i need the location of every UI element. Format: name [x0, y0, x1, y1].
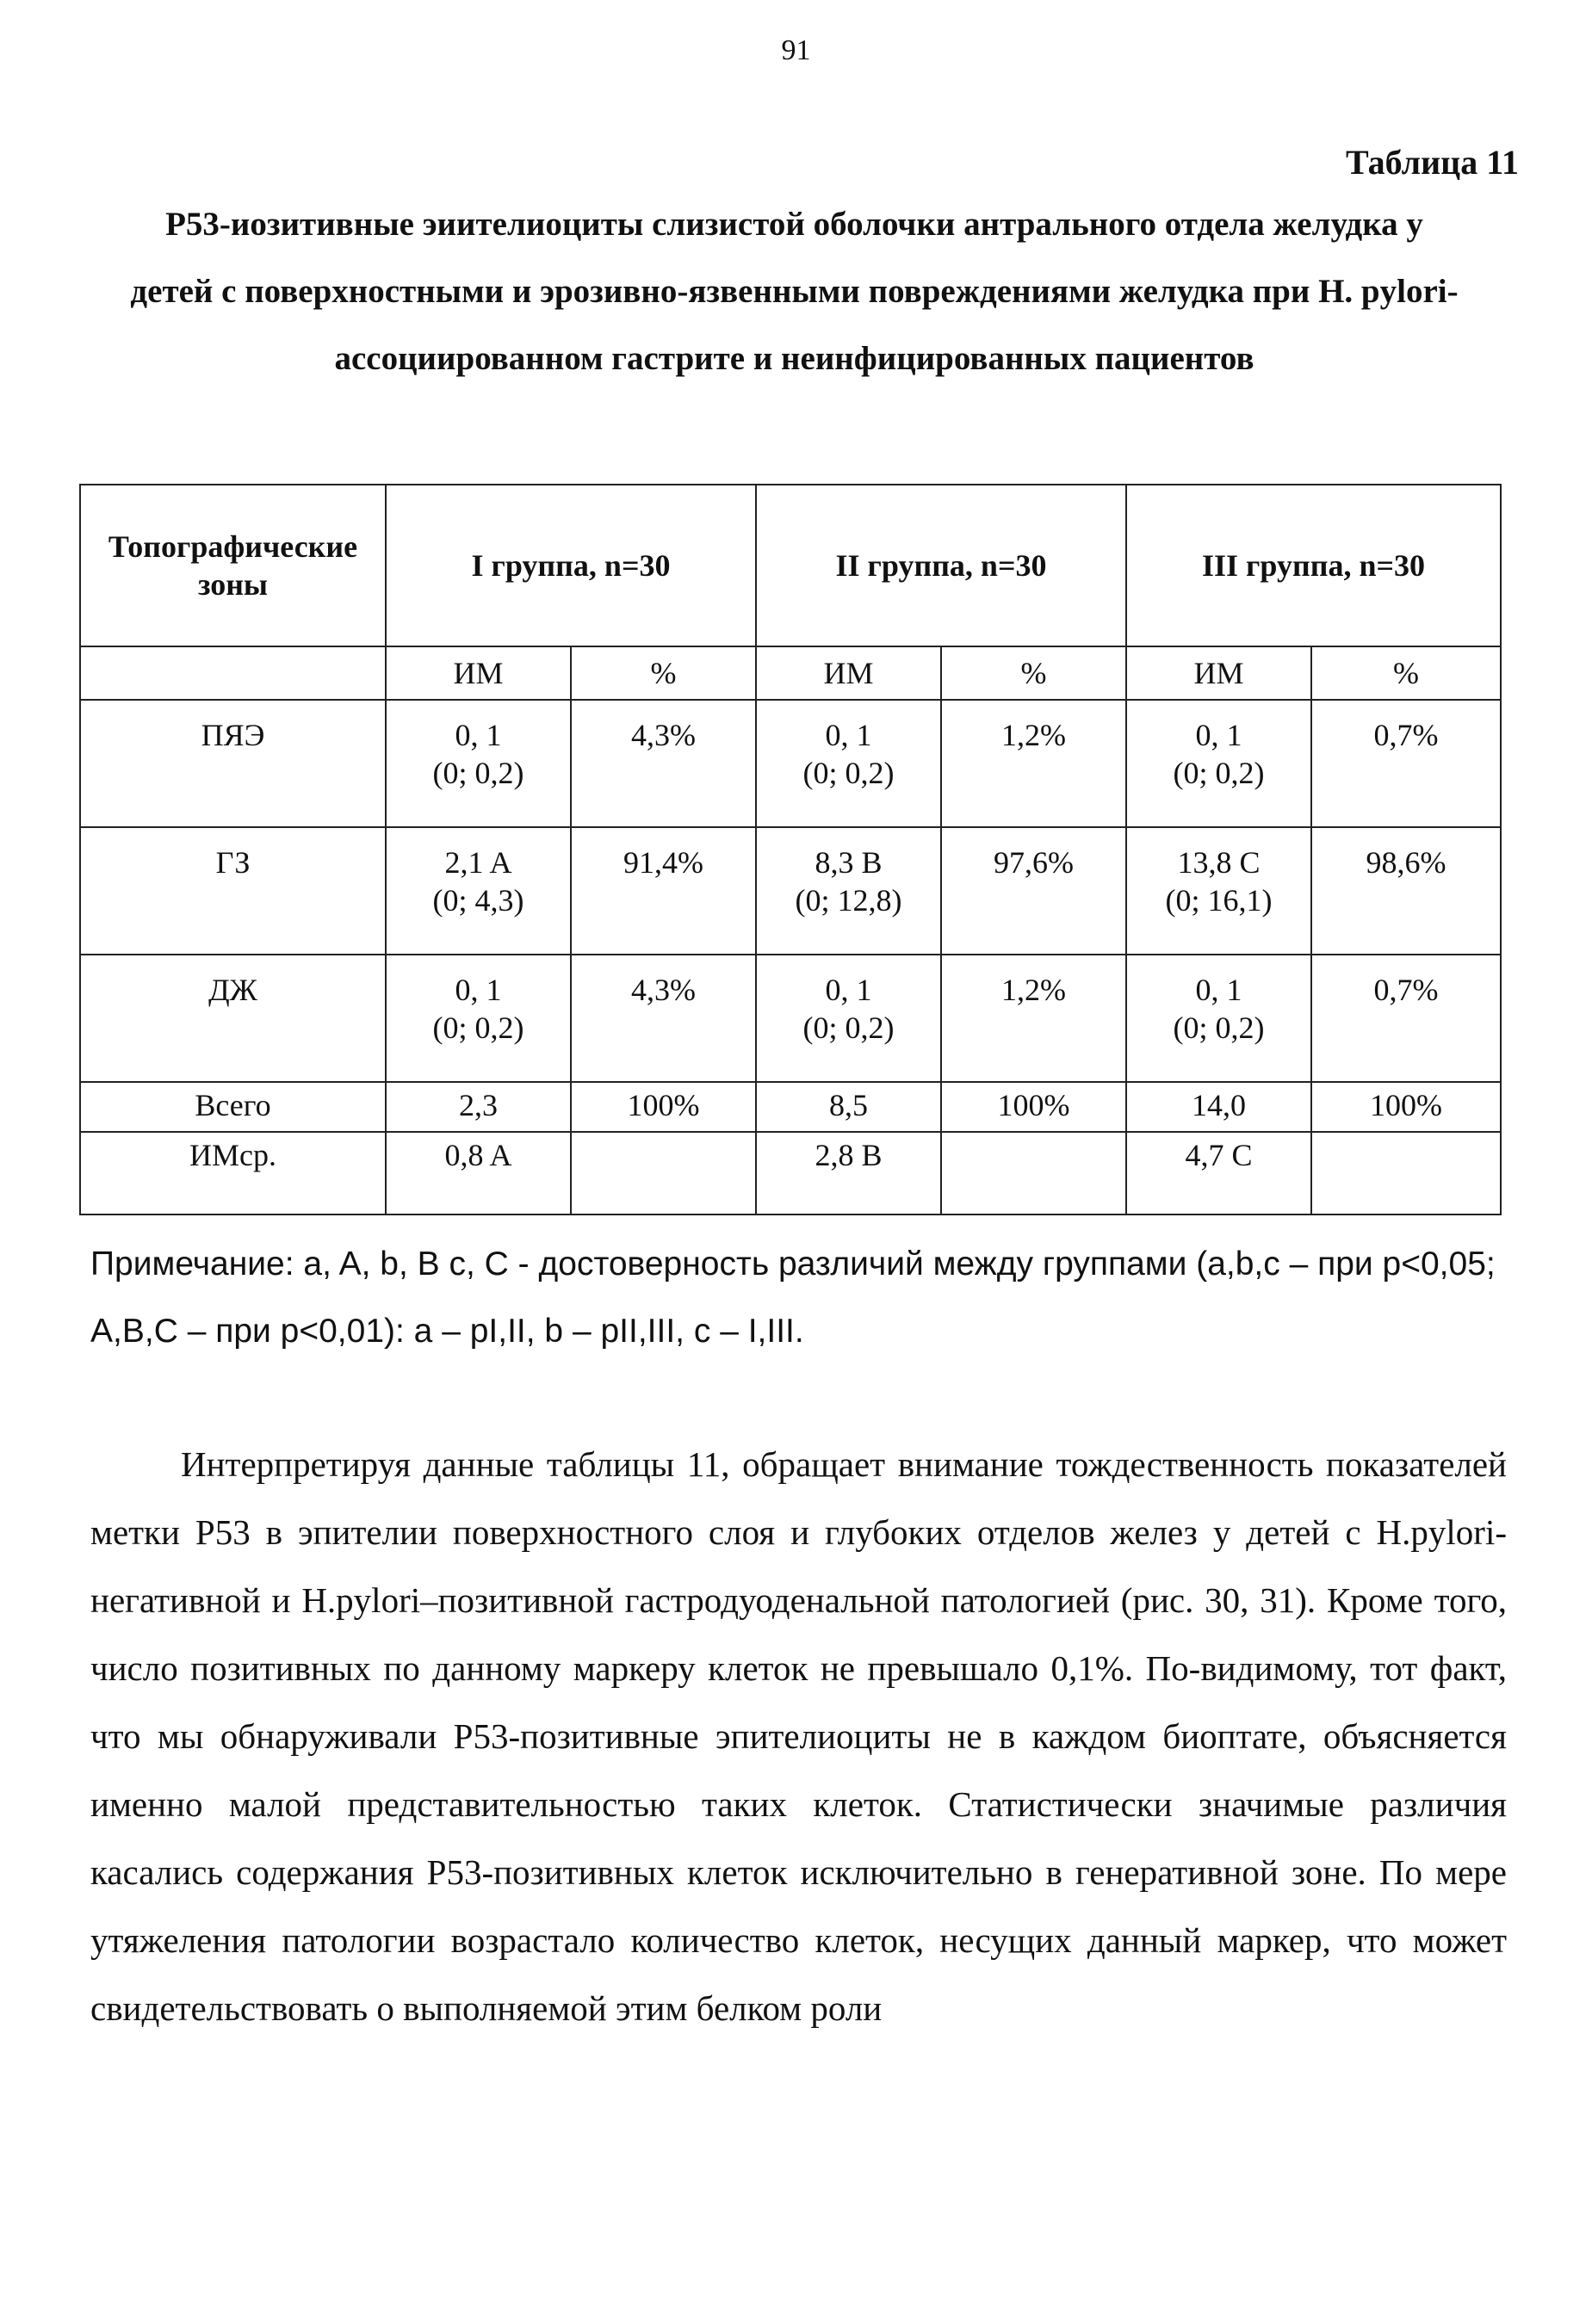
g1-pct-cell: 91,4%	[571, 827, 756, 955]
total-g1-pct: 100%	[571, 1082, 756, 1132]
g2-pct-cell: 1,2%	[941, 955, 1126, 1082]
g3-pct-cell: 98,6%	[1311, 827, 1501, 955]
average-g2-im: 2,8 B	[756, 1132, 941, 1215]
results-table	[79, 484, 1502, 1215]
page-number: 91	[781, 34, 811, 66]
subheader-g1-im: ИМ	[386, 646, 571, 700]
g3-pct-cell: 0,7%	[1311, 700, 1501, 827]
header-group-3: III группа, n=30	[1126, 485, 1501, 646]
average-g3-pct	[1311, 1132, 1501, 1215]
body-paragraph: Интерпретируя данные таблицы 11, обращает внимание тождественность показателей метки P53 в эпителии поверхностного слоя и глубоких отделов желез у детей с H.pylori-негативной и H.pylori–позитивной гастродуоденальной патологией (рис. 30, 31). Кроме того, число позитивных по данному маркеру клеток не превышало 0,1%. По-видимому, тот факт, что мы обнаруживали P53-позитивные эпителиоциты не в каждом биоптате, объясняется именно малой представительностью таких клеток. Статистически значимые различия касались содержания P53-позитивных клеток исключительно в генеративной зоне. По мере утяжеления патологии возрастало количество клеток, несущих данный маркер, что может свидетельствовать о выполняемой этим белком роли	[90, 1444, 1507, 2028]
header-zones: Топографические зоны	[80, 485, 386, 646]
g3-im-cell: 13,8 C (0; 16,1)	[1126, 827, 1311, 955]
table-row	[80, 955, 1501, 1082]
average-g1-pct	[571, 1132, 756, 1215]
header-group-2: II группа, n=30	[756, 485, 1126, 646]
g1-im-cell: 0, 1 (0; 0,2)	[386, 955, 571, 1082]
g2-im-cell: 0, 1 (0; 0,2)	[756, 700, 941, 827]
table-label: Таблица 11	[1345, 143, 1519, 182]
total-g2-im: 8,5	[756, 1082, 941, 1132]
average-g1-im: 0,8 A	[386, 1132, 571, 1215]
g1-pct-cell: 4,3%	[571, 955, 756, 1082]
g2-pct-cell: 1,2%	[941, 700, 1126, 827]
average-g3-im: 4,7 C	[1126, 1132, 1311, 1215]
g1-pct-cell: 4,3%	[571, 700, 756, 827]
g2-pct-cell: 97,6%	[941, 827, 1126, 955]
average-g2-pct	[941, 1132, 1126, 1215]
header-group-1: I группа, n=30	[386, 485, 756, 646]
table-subheader-row	[80, 646, 1501, 700]
total-g2-pct: 100%	[941, 1082, 1126, 1132]
table-header-row	[80, 485, 1501, 646]
g2-im-cell: 0, 1 (0; 0,2)	[756, 955, 941, 1082]
subheader-g3-im: ИМ	[1126, 646, 1311, 700]
table-row	[80, 827, 1501, 955]
table-note: Примечание: a, A, b, B c, C - достоверность различий между группами (a,b,c – при p<0,05; A,B,C – при p<0,01): a – pI,II, b – pII,III, c – I,III.	[90, 1245, 1496, 1350]
g3-im-cell: 0, 1 (0; 0,2)	[1126, 955, 1311, 1082]
subheader-g2-im: ИМ	[756, 646, 941, 700]
subheader-g2-pct: %	[941, 646, 1126, 700]
subheader-empty	[80, 646, 386, 700]
table-row	[80, 700, 1501, 827]
average-label: ИМср.	[80, 1132, 386, 1215]
table-average-row	[80, 1132, 1501, 1215]
zone-cell: ДЖ	[80, 955, 386, 1082]
subheader-g3-pct: %	[1311, 646, 1501, 700]
g3-pct-cell: 0,7%	[1311, 955, 1501, 1082]
g1-im-cell: 2,1 A (0; 4,3)	[386, 827, 571, 955]
zone-cell: ГЗ	[80, 827, 386, 955]
g2-im-cell: 8,3 B (0; 12,8)	[756, 827, 941, 955]
subheader-g1-pct: %	[571, 646, 756, 700]
total-g1-im: 2,3	[386, 1082, 571, 1132]
g1-im-cell: 0, 1 (0; 0,2)	[386, 700, 571, 827]
total-g3-im: 14,0	[1126, 1082, 1311, 1132]
table-title: P53-иозитивные эиителиоциты слизистой оболочки антрального отдела желудка у детей с поверхностными и эрозивно-язвенными повреждениями желудка при H. pylori-ассоциированном гастрите и неинфицированных пациентов	[130, 206, 1459, 377]
table-total-row	[80, 1082, 1501, 1132]
zone-cell: ПЯЭ	[80, 700, 386, 827]
total-g3-pct: 100%	[1311, 1082, 1501, 1132]
g3-im-cell: 0, 1 (0; 0,2)	[1126, 700, 1311, 827]
total-label: Всего	[80, 1082, 386, 1132]
